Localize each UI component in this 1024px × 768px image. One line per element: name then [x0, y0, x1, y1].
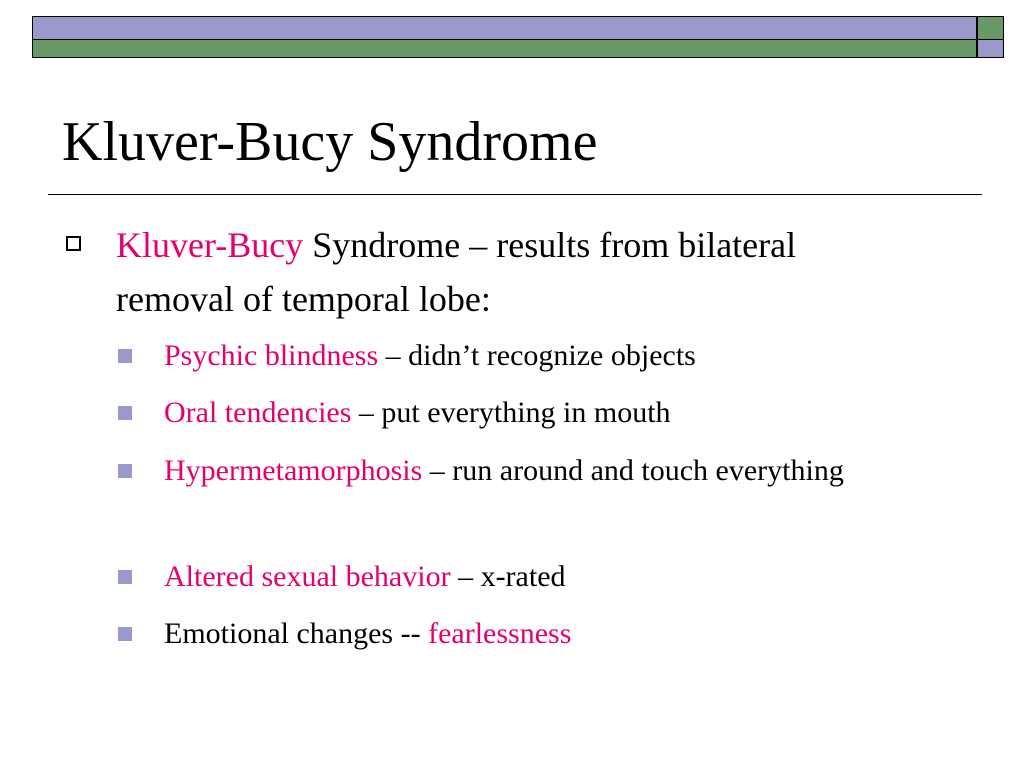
sub-bullet-3 [164, 447, 904, 495]
sub-bullet-1-text: – didn’t recognize objects [378, 339, 696, 372]
sub-bullet-4-text: – x-rated [450, 560, 566, 593]
square-bullet-icon [118, 406, 132, 420]
slide-title: Kluver-Bucy Syndrome [62, 111, 598, 173]
sub-bullet-5 [164, 610, 924, 658]
header-bar-bottom [32, 40, 977, 58]
sub-bullet-1-highlight: Psychic blindness [164, 339, 379, 372]
sub-bullet-2 [164, 389, 924, 437]
sub-bullet-5-text: Emotional changes -- [164, 617, 429, 650]
square-bullet-icon [118, 464, 132, 478]
sub-bullet-2-highlight: Oral tendencies [164, 396, 352, 429]
hollow-square-bullet-icon [66, 236, 81, 251]
header-bar-top [32, 16, 977, 40]
header-square-green [977, 16, 1004, 40]
title-divider [48, 194, 982, 195]
sub-bullet-5-highlight: fearlessness [428, 617, 572, 650]
main-bullet-body: Syndrome – results from bilateral removal of temporal lobe: [116, 225, 797, 319]
sub-bullet-3-highlight: Hypermetamorphosis [164, 454, 423, 487]
sub-bullet-2-text: – put everything in mouth [351, 396, 671, 429]
square-bullet-icon [118, 570, 132, 584]
sub-bullet-4 [164, 553, 924, 601]
sub-bullet-3-text: – run around and touch everything [422, 454, 844, 487]
header-square-purple [977, 40, 1004, 58]
sub-bullet-1 [164, 332, 924, 380]
square-bullet-icon [118, 627, 132, 641]
square-bullet-icon [118, 349, 132, 363]
sub-bullet-4-highlight: Altered sexual behavior [164, 560, 451, 593]
main-bullet-text [116, 218, 836, 326]
main-bullet-highlight: Kluver-Bucy [116, 225, 304, 265]
